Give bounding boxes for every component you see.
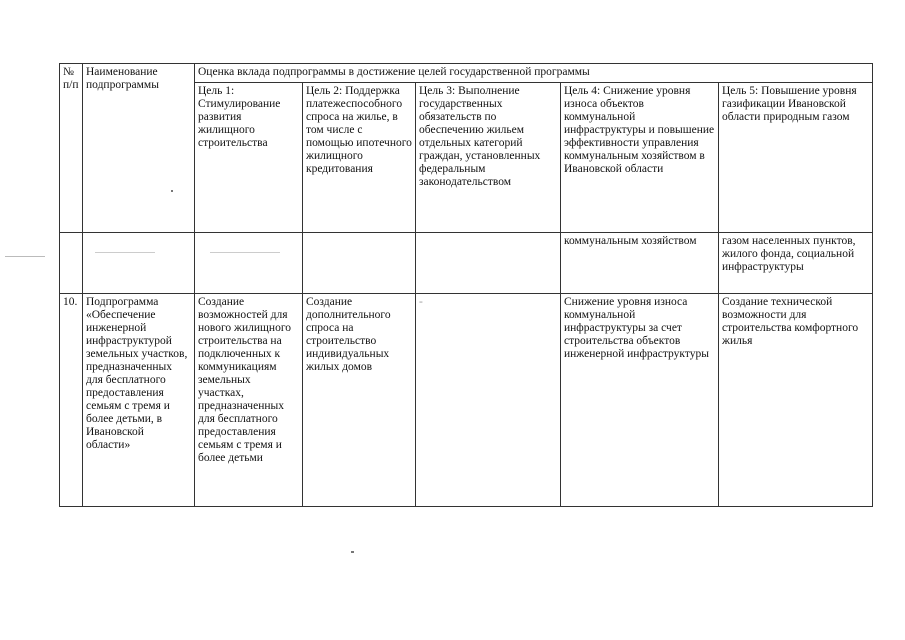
goal-2-header: Цель 2: Поддержка платежеспособного спроса на жилье, в том числе с помощью ипотечного жилищного кредитования	[303, 83, 416, 233]
continuation-row	[60, 233, 873, 294]
scan-speck	[5, 256, 45, 257]
scan-speck	[210, 252, 280, 253]
row-num-cell: 10.	[60, 294, 83, 507]
row-goal-3-cell: -	[416, 294, 561, 507]
name-header: Наименование подпрограммы	[83, 64, 195, 233]
goal-3-header: Цель 3: Выполнение государственных обязательств по обеспечению жильем отдельных категорий граждан, установленных федеральным законодательством	[416, 83, 561, 233]
continuation-goal-4-cell: коммунальным хозяйством	[561, 233, 719, 294]
row-goal-4-cell: Снижение уровня износа коммунальной инфраструктуры за счет строительства объектов инженерной инфраструктуры	[561, 294, 719, 507]
num-header: № п/п	[60, 64, 83, 233]
row-name-cell: Подпрограмма «Обеспечение инженерной инфраструктурой земельных участков, предназначенных для бесплатного предоставления семьям с тремя и более детьми, в Ивановской области»	[83, 294, 195, 507]
row-goal-1-cell: Создание возможностей для нового жилищного строительства на подключенных к коммуникациям земельных участках, предназначенных для бесплатного предоставления семьям с тремя и более детьми	[195, 294, 303, 507]
table-cell	[195, 233, 303, 294]
header-row	[60, 64, 873, 83]
table-cell	[303, 233, 416, 294]
group-header: Оценка вклада подпрограммы в достижение целей государственной программы	[195, 64, 873, 83]
continuation-goal-5-cell: газом населенных пунктов, жилого фонда, социальной инфраструктуры	[719, 233, 873, 294]
scan-speck	[95, 252, 155, 253]
table-cell	[416, 233, 561, 294]
row-goal-2-cell: Создание дополнительного спроса на строительство индивидуальных жилых домов	[303, 294, 416, 507]
scan-speck	[171, 190, 173, 192]
program-contribution-table	[59, 63, 873, 507]
table-cell	[83, 233, 195, 294]
row-goal-5-cell: Создание технической возможности для строительства комфортного жилья	[719, 294, 873, 507]
goal-1-header: Цель 1: Стимулирование развития жилищного строительства	[195, 83, 303, 233]
goal-5-header: Цель 5: Повышение уровня газификации Ивановской области природным газом	[719, 83, 873, 233]
scan-speck	[351, 551, 354, 553]
table-row	[60, 294, 873, 507]
table-cell	[60, 233, 83, 294]
goal-4-header: Цель 4: Снижение уровня износа объектов коммунальной инфраструктуры и повышение эффективности управления коммунальным хозяйством в Ивановской области	[561, 83, 719, 233]
